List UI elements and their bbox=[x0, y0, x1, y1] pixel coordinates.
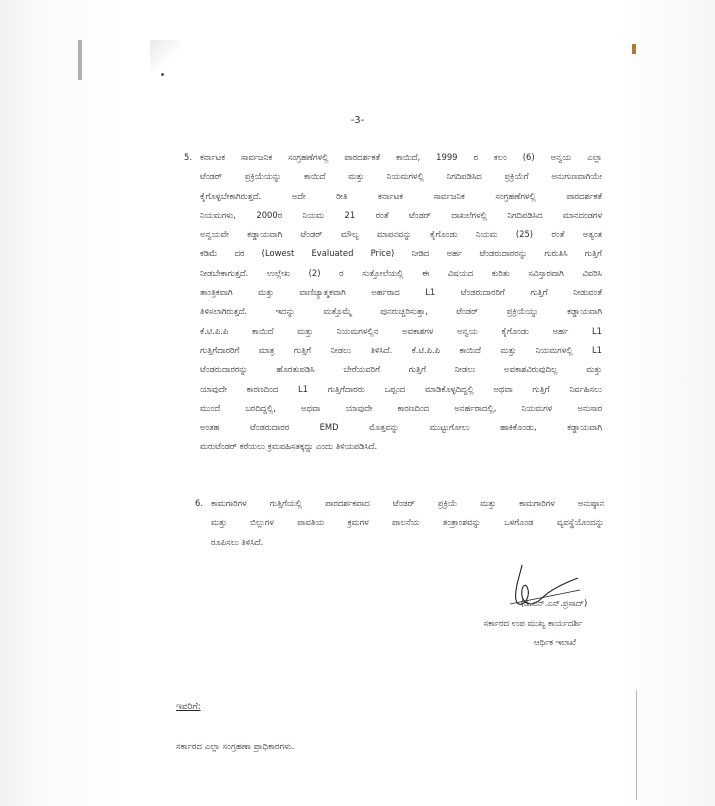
paragraph-6 bbox=[195, 494, 604, 552]
paragraph-line: ಮರುಟೆಂಡರ್ ಕರೆಯಲು ಕ್ರಮವಹಿಸತಕ್ಕದ್ದು ಎಂದು ತಿಳಿಯಪಡಿಸಿದೆ. bbox=[200, 441, 378, 452]
page-number: -3- bbox=[350, 115, 365, 126]
paragraph-line: ಅಂತಹ ಟೆಂಡರುದಾರರ EMD ಮೊತ್ತವನ್ನು ಮುಟ್ಟುಗೋಲು ಹಾಕಿಕೊಂಡು, ಕಡ್ಡಾಯವಾಗಿ bbox=[200, 422, 602, 433]
scan-edge-mark-left bbox=[78, 40, 82, 80]
paragraph-line: ಟೆಂಡರುದಾರರನ್ನು ಹೊರತುಪಡಿಸಿ ಬೇರೆಯವರಿಗೆ ಗುತ್ತಿಗೆ ನೀಡಲು ಅವಕಾಶವಿರುವುದಿಲ್ಲ ಮತ್ತು bbox=[200, 364, 602, 375]
paragraph-5 bbox=[184, 148, 602, 457]
signatory-office: ಆರ್ಥಿಕ ಇಲಾಖೆ bbox=[534, 637, 576, 647]
scan-edge-line-right bbox=[636, 690, 637, 800]
paragraph-number: 5. bbox=[184, 152, 192, 162]
paragraph-line: ಟೆಂಡರ್ ಪ್ರಕ್ರಿಯೆಯನ್ನು ಕಾಯಿದೆ ಮತ್ತು ನಿಯಮಗಳಲ್ಲಿ ನಿಗದಿಪಡಿಸಿದ ಪ್ರಕ್ರಿಯೆಗೆ ಅನುಗುಣವಾಗಿಯೇ bbox=[200, 171, 602, 182]
paragraph-line: ಗುತ್ತಿಗೆದಾರರಿಗೆ ಮಾತ್ರ ಗುತ್ತಿಗೆ ನೀಡಲು ತಿಳಿಸಿದೆ. ಕೆ.ಟಿ.ಪಿ.ಪಿ ಕಾಯಿದೆ ಮತ್ತು ನಿಯಮಗಳಲ್ಲಿ L1 bbox=[200, 344, 602, 355]
paragraph-line: ಕೈಗೊಳ್ಳಬೇಕಾಗಿರುತ್ತದೆ. ಅದೇ ರೀತಿ ಕರ್ನಾಟಕ ಸಾರ್ವಜನಿಕ ಸಂಗ್ರಹಣೆಗಳಲ್ಲಿ ಪಾರದರ್ಶಕತೆ bbox=[200, 190, 602, 201]
signatory-designation: ಸರ್ಕಾರದ ಉಪ ಮುಖ್ಯ ಕಾರ್ಯದರ್ಶಿ bbox=[483, 618, 583, 628]
scan-fold-shadow bbox=[150, 40, 180, 70]
recipients: ಸರ್ಕಾರದ ಎಲ್ಲಾ ಸಂಗ್ರಹಣಾ ಪ್ರಾಧಿಕಾರಗಳು. bbox=[176, 742, 295, 752]
paragraph-line: ನಿಯಮಗಳು, 2000ರ ನಿಯಮ 21 ರಂತೆ ಟೆಂಡರ್ ದಾಖಲೆಗಳಲ್ಲಿ ನಿಗದಿಪಡಿಸಿದ ಮಾನದಂಡಗಳ bbox=[200, 209, 602, 220]
paragraph-line: ಮುಂದೆ ಬರದಿದ್ದಲ್ಲಿ, ಅಥವಾ ಯಾವುದೇ ಕಾರಣದಿಂದ ಅನರ್ಹರಾದಲ್ಲಿ, ನಿಯಮಗಳ ಅನುಸಾರ bbox=[200, 402, 602, 413]
signatory-name: (ಡಿ.ಎನ್.ಎನ್.ಪ್ರಸಾದ್) bbox=[520, 598, 588, 608]
paragraph-line: ಕೆ.ಟಿ.ಪಿ.ಪಿ ಕಾಯಿದೆ ಮತ್ತು ನಿಯಮಗಳಲ್ಲಿನ ಅವಕಾಶಗಳ ಅನ್ವಯ ಕೈಗೊಂಡು ಅರ್ಹ L1 bbox=[200, 325, 602, 336]
signature-scribble bbox=[470, 560, 590, 620]
paragraph-number: 6. bbox=[195, 498, 203, 508]
copy-to-label: ಇವರಿಗೆ: bbox=[176, 702, 201, 712]
paragraph-line: ಅನ್ವಯವೇ ಕಡ್ಡಾಯವಾಗಿ ಟೆಂಡರ್ ಮೌಲ್ಯ ಮಾಪನವನ್ನು ಕೈಗೊಂಡು ನಿಯಮ (25) ರಂತೆ ಅತ್ಯಂತ bbox=[200, 229, 602, 240]
paragraph-line: ಕಾಮಗಾರಿಗಳ ಗುತ್ತಿಗೆಯಲ್ಲಿ ಪಾರದರ್ಶಕವಾದ ಟೆಂಡರ್ ಪ್ರಕ್ರಿಯೆ ಮತ್ತು ಕಾಮಗಾರಿಗಳ ಅನುಷ್ಠಾನ bbox=[211, 498, 604, 508]
scan-speck bbox=[161, 73, 164, 76]
signature-block bbox=[430, 560, 630, 670]
paragraph-line: ಯಾವುದೇ ಕಾರಣದಿಂದ L1 ಗುತ್ತಿಗೆದಾರರು ಒಪ್ಪಂದ ಮಾಡಿಕೊಳ್ಳದಿದ್ದಲ್ಲಿ ಅಥವಾ ಗುತ್ತಿಗೆ ನಿರ್ವಹಿಸಲು bbox=[200, 383, 602, 394]
paragraph-line: ತಾಂತ್ರಿಕವಾಗಿ ಮತ್ತು ವಾಣಿಜ್ಯಾತ್ಮಕವಾಗಿ ಅರ್ಹರಾದ L1 ಟೆಂಡರುದಾರರಿಗೆ ಗುತ್ತಿಗೆ ನೀಡುವಂತೆ bbox=[200, 287, 602, 298]
paragraph-line: ತಿಳಿಸಲಾಗಿರುತ್ತದೆ. ಇದನ್ನು ಮತ್ತೊಮ್ಮೆ ಪುನರುಚ್ಚರಿಸುತ್ತಾ, ಟೆಂಡರ್ ಪ್ರಕ್ರಿಯೆಯ್ನು ಕಡ್ಡಾಯವಾಗಿ bbox=[200, 306, 602, 317]
paragraph-line: ನೀಡಬೇಕಾಗುತ್ತದೆ. ಉಲ್ಲೇಖ (2) ರ ಸುತ್ತೋಲೆಯಲ್ಲಿ ಈ ವಿಷಯದ ಕುರಿತು ಸವಿಸ್ತಾರವಾಗಿ ವಿವರಿಸಿ bbox=[200, 267, 602, 278]
paragraph-line: ಕರ್ನಾಟಕ ಸಾರ್ವಜನಿಕ ಸಂಗ್ರಹಣೆಗಳಲ್ಲಿ ಪಾರದರ್ಶಕತೆ ಕಾಯಿದೆ, 1999 ರ ಕಲಂ (6) ಅನ್ವಯ ಎಲ್ಲಾ bbox=[200, 152, 602, 162]
paragraph-line: ಕಡಿಮೆ ದರ (Lowest Evaluated Price) ನೀಡಿದ ಅರ್ಹ ಟೆಂಡರುದಾರರನ್ನು ಗುರುತಿಸಿ ಗುತ್ತಿಗೆ bbox=[200, 248, 602, 259]
paragraph-line: ಮತ್ತು ಬಿಲ್ಲುಗಳ ಪಾವತಿಯ ಕ್ರಮಗಳ ಪಾಲನೆಯ ತಂತ್ರಾಂಶವನ್ನು ಒಳಗೊಂಡ ವ್ಯವಸ್ಥೆಯೊಂದನ್ನು bbox=[211, 517, 604, 528]
scan-edge-mark-right bbox=[632, 44, 636, 54]
paragraph-line: ರೂಪಿಸಲು ತಿಳಿಸಿದೆ. bbox=[211, 536, 264, 547]
